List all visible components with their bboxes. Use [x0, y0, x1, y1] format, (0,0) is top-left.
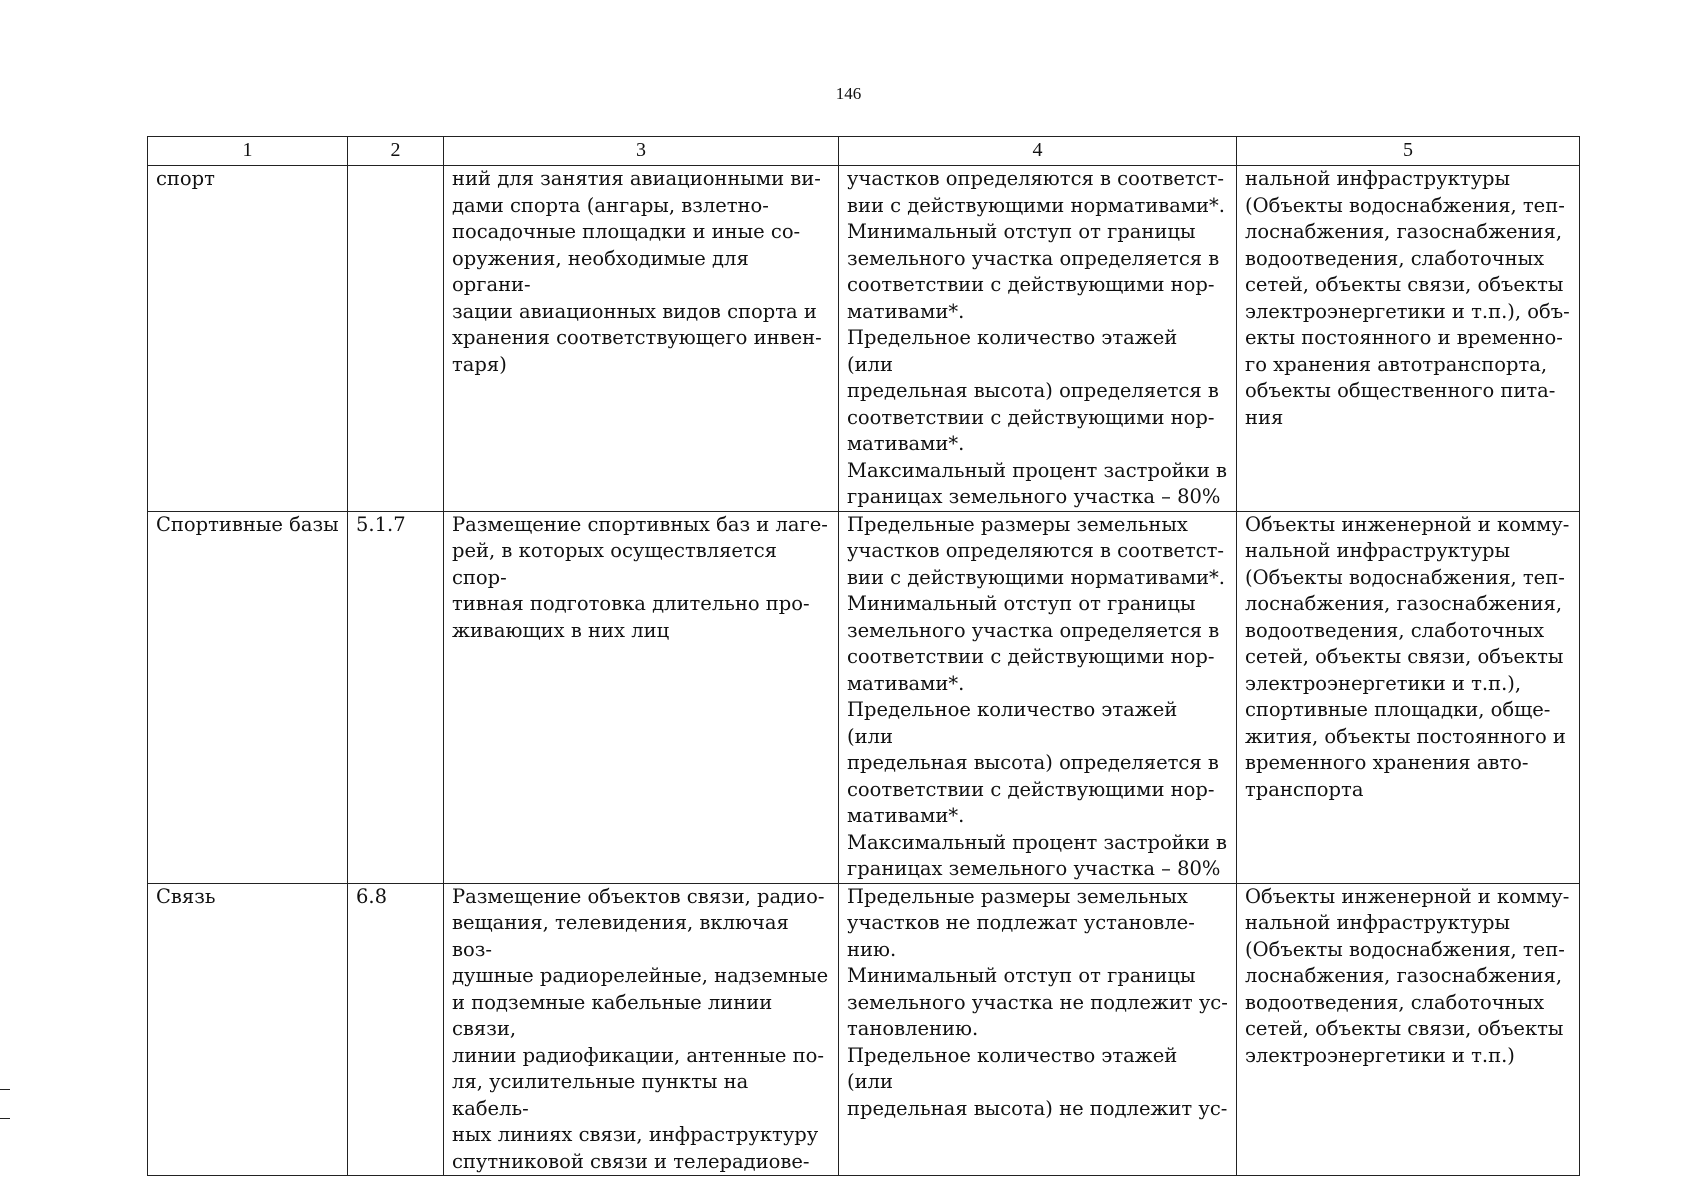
- table-header-row: [148, 137, 1580, 166]
- use-parameters-cell: Предельные размеры земельных участков не подлежат установле- нию. Минимальный отступ от границы земельного участка не подлежит ус- тановлению. Предельное количество этажей (или предельная высота) не подлежит ус-: [839, 883, 1237, 1176]
- land-use-table: [147, 136, 1580, 1176]
- auxiliary-uses-cell: Объекты инженерной и комму- нальной инфраструктуры (Объекты водоснабжения, теп- лоснабжения, газоснабжения, водоотведения, слаботочных сетей, объекты связи, объекты электроэнергетики и т.п.): [1237, 883, 1580, 1176]
- auxiliary-uses-cell: нальной инфраструктуры (Объекты водоснабжения, теп- лоснабжения, газоснабжения, водоотведения, слаботочных сетей, объекты связи, объекты электроэнергетики и т.п.), объ- екты постоянного и временно- го хранения автотранспорта, объекты общественного пита- ния: [1237, 166, 1580, 512]
- use-code-cell: 6.8: [348, 883, 444, 1176]
- binding-mark: [0, 1118, 10, 1119]
- table-row: [148, 883, 1580, 1176]
- use-description-cell: Размещение спортивных баз и лаге- рей, в которых осуществляется спор- тивная подготовка длительно про- живающих в них лиц: [444, 511, 839, 883]
- use-code-cell: [348, 166, 444, 512]
- use-parameters-cell: участков определяются в соответст- вии с действующими нормативами*. Минимальный отступ от границы земельного участка определяется в соответствии с действующими нор- мативами*. Предельное количество этажей (или предельная высота) определяется в соответствии с действующими нор- мативами*. Максимальный процент застройки в границах земельного участка – 80%: [839, 166, 1237, 512]
- column-header-3: 3: [444, 137, 839, 166]
- column-header-2: 2: [348, 137, 444, 166]
- table-row: [148, 511, 1580, 883]
- use-name-cell: спорт: [148, 166, 348, 512]
- use-parameters-cell: Предельные размеры земельных участков определяются в соответст- вии с действующими нормативами*. Минимальный отступ от границы земельного участка определяется в соответствии с действующими нор- мативами*. Предельное количество этажей (или предельная высота) определяется в соответствии с действующими нор- мативами*. Максимальный процент застройки в границах земельного участка – 80%: [839, 511, 1237, 883]
- use-name-cell: Связь: [148, 883, 348, 1176]
- column-header-1: 1: [148, 137, 348, 166]
- table-row: [148, 166, 1580, 512]
- binding-mark: [0, 1089, 10, 1090]
- use-description-cell: Размещение объектов связи, радио- вещания, телевидения, включая воз- душные радиорелейные, надземные и подземные кабельные линии связи, линии радиофикации, антенные по- ля, усилительные пункты на кабель- ных линиях связи, инфраструктуру спутниковой связи и телерадиове-: [444, 883, 839, 1176]
- column-header-4: 4: [839, 137, 1237, 166]
- use-code-cell: 5.1.7: [348, 511, 444, 883]
- auxiliary-uses-cell: Объекты инженерной и комму- нальной инфраструктуры (Объекты водоснабжения, теп- лоснабжения, газоснабжения, водоотведения, слаботочных сетей, объекты связи, объекты электроэнергетики и т.п.), спортивные площадки, обще- жития, объекты постоянного и временного хранения авто- транспорта: [1237, 511, 1580, 883]
- column-header-5: 5: [1237, 137, 1580, 166]
- page-number: 146: [835, 84, 862, 103]
- use-name-cell: Спортивные базы: [148, 511, 348, 883]
- use-description-cell: ний для занятия авиационными ви- дами спорта (ангары, взлетно- посадочные площадки и иные со- оружения, необходимые для органи- зации авиационных видов спорта и хранения соответствующего инвен- таря): [444, 166, 839, 512]
